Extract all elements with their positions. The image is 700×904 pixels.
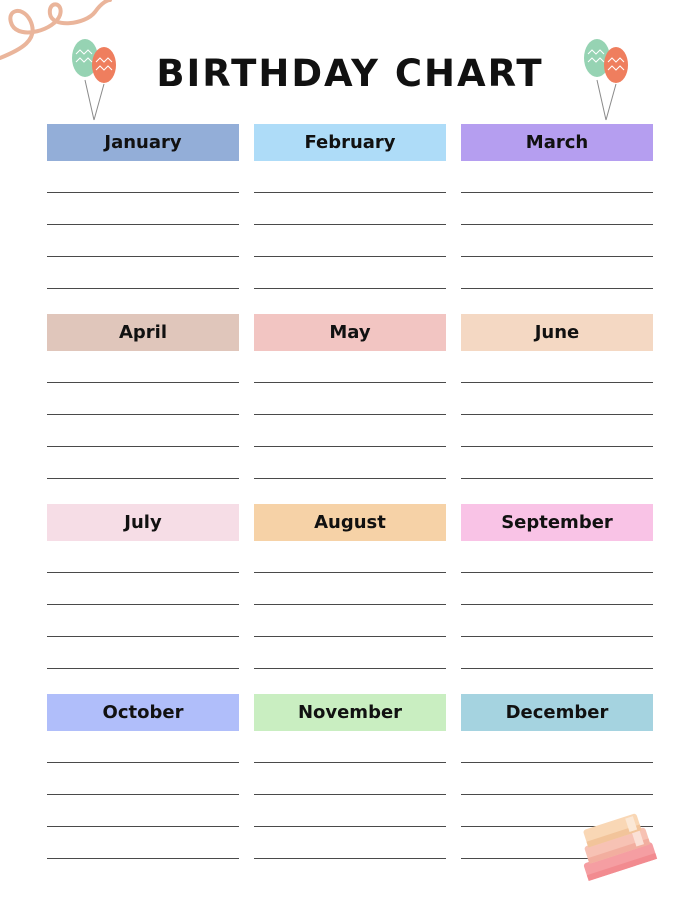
entry-line[interactable] xyxy=(47,192,239,193)
entry-line[interactable] xyxy=(47,604,239,605)
entry-line[interactable] xyxy=(461,446,653,447)
entry-line[interactable] xyxy=(461,572,653,573)
entry-line[interactable] xyxy=(47,636,239,637)
entry-line[interactable] xyxy=(461,762,653,763)
entry-line[interactable] xyxy=(461,382,653,383)
month-june xyxy=(461,314,653,504)
month-header: April xyxy=(47,314,239,351)
entry-line[interactable] xyxy=(47,572,239,573)
month-march xyxy=(461,124,653,314)
month-header: February xyxy=(254,124,446,161)
month-header: November xyxy=(254,694,446,731)
entry-line[interactable] xyxy=(47,858,239,859)
month-october xyxy=(47,694,239,884)
entry-line[interactable] xyxy=(47,668,239,669)
entry-line[interactable] xyxy=(254,192,446,193)
month-header: September xyxy=(461,504,653,541)
entry-line[interactable] xyxy=(47,762,239,763)
entry-line[interactable] xyxy=(254,794,446,795)
entry-line[interactable] xyxy=(254,382,446,383)
entry-line[interactable] xyxy=(47,288,239,289)
entry-line[interactable] xyxy=(47,382,239,383)
entry-line[interactable] xyxy=(254,826,446,827)
entry-line[interactable] xyxy=(461,636,653,637)
month-header: June xyxy=(461,314,653,351)
entry-line[interactable] xyxy=(461,224,653,225)
entry-line[interactable] xyxy=(47,256,239,257)
entry-line[interactable] xyxy=(461,288,653,289)
entry-line[interactable] xyxy=(254,414,446,415)
stacked-gifts-icon xyxy=(574,808,664,884)
entry-line[interactable] xyxy=(461,478,653,479)
month-header: July xyxy=(47,504,239,541)
entry-line[interactable] xyxy=(254,288,446,289)
entry-line[interactable] xyxy=(461,604,653,605)
entry-line[interactable] xyxy=(47,414,239,415)
entry-line[interactable] xyxy=(254,224,446,225)
entry-line[interactable] xyxy=(254,762,446,763)
entry-line[interactable] xyxy=(254,858,446,859)
month-january xyxy=(47,124,239,314)
entry-line[interactable] xyxy=(461,256,653,257)
months-grid xyxy=(47,124,653,884)
entry-line[interactable] xyxy=(254,668,446,669)
month-may xyxy=(254,314,446,504)
entry-line[interactable] xyxy=(254,256,446,257)
entry-line[interactable] xyxy=(254,478,446,479)
entry-line[interactable] xyxy=(47,224,239,225)
month-header: August xyxy=(254,504,446,541)
month-july xyxy=(47,504,239,694)
entry-line[interactable] xyxy=(47,826,239,827)
entry-line[interactable] xyxy=(461,794,653,795)
month-february xyxy=(254,124,446,314)
entry-line[interactable] xyxy=(254,572,446,573)
page-title: BIRTHDAY CHART xyxy=(156,52,544,95)
entry-line[interactable] xyxy=(254,604,446,605)
entry-line[interactable] xyxy=(461,668,653,669)
entry-line[interactable] xyxy=(47,478,239,479)
entry-line[interactable] xyxy=(461,192,653,193)
month-november xyxy=(254,694,446,884)
entry-line[interactable] xyxy=(254,636,446,637)
month-september xyxy=(461,504,653,694)
month-april xyxy=(47,314,239,504)
entry-line[interactable] xyxy=(47,446,239,447)
month-header: January xyxy=(47,124,239,161)
entry-line[interactable] xyxy=(461,414,653,415)
month-header: March xyxy=(461,124,653,161)
month-header: May xyxy=(254,314,446,351)
month-august xyxy=(254,504,446,694)
entry-line[interactable] xyxy=(254,446,446,447)
month-header: October xyxy=(47,694,239,731)
month-header: December xyxy=(461,694,653,731)
entry-line[interactable] xyxy=(47,794,239,795)
